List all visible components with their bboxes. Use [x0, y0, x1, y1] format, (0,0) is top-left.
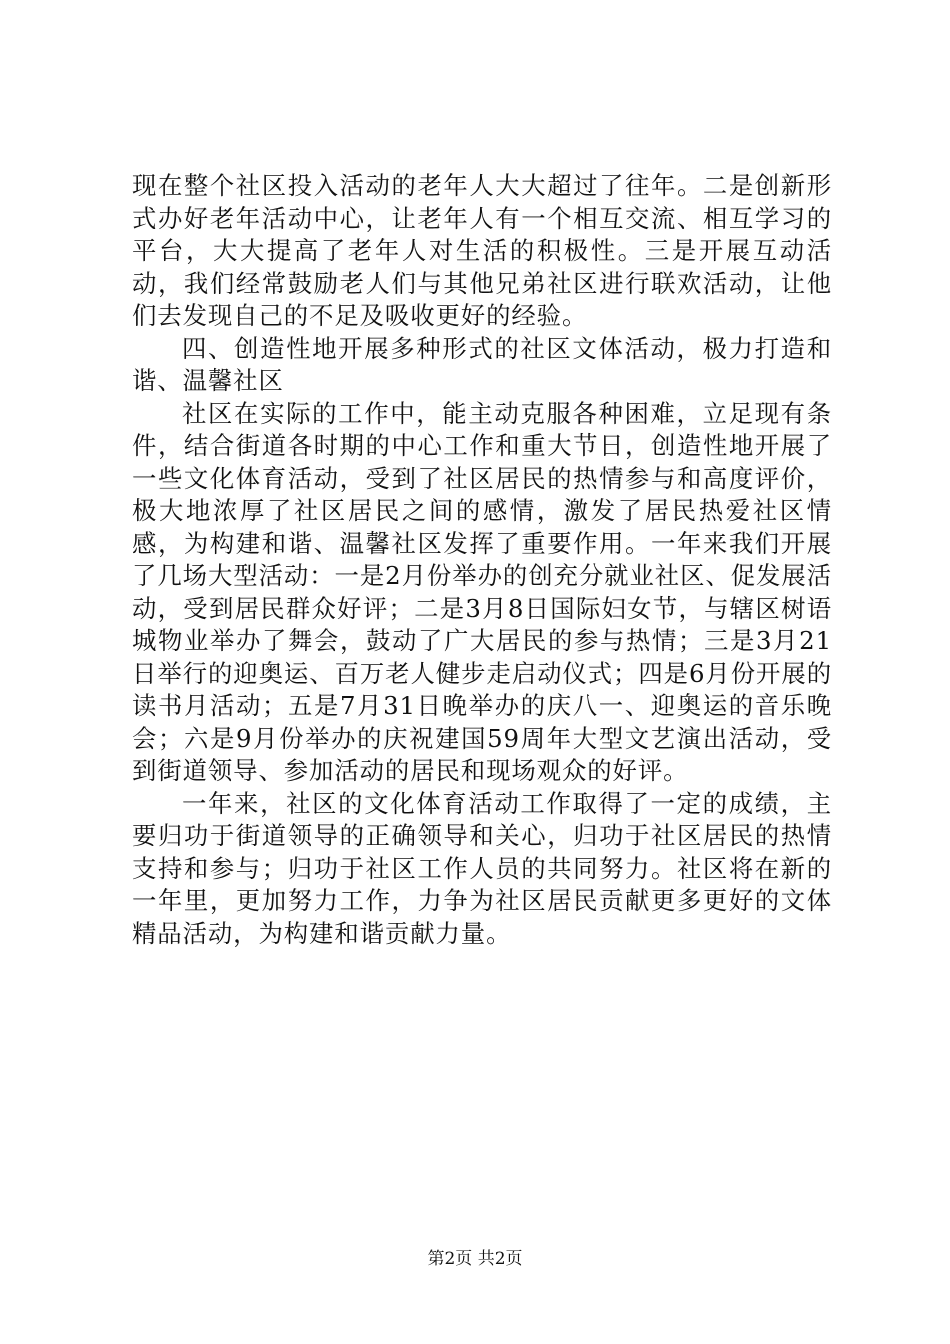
page-footer: 第2页 共2页: [427, 1249, 523, 1269]
document-body: [132, 170, 832, 950]
paragraph-1: 现在整个社区投入活动的老年人大大超过了往年。二是创新形式办好老年活动中心，让老年人有一个相互交流、相互学习的平台，大大提高了老年人对生活的积极性。三是开展互动活动，我们经常鼓励老人们与其他兄弟社区进行联欢活动，让他们去发现自己的不足及吸收更好的经验。: [132, 171, 832, 330]
section-heading-4: 四、创造性地开展多种形式的社区文体活动，极力打造和谐、温馨社区: [132, 333, 832, 395]
paragraph-4: 一年来，社区的文化体育活动工作取得了一定的成绩，主要归功于街道领导的正确领导和关心，归功于社区居民的热情支持和参与；归功于社区工作人员的共同努力。社区将在新的一年里，更加努力工作，力争为社区居民贡献更多更好的文体精品活动，为构建和谐贡献力量。: [132, 788, 832, 948]
paragraph-3: 社区在实际的工作中，能主动克服各种困难，立足现有条件，结合街道各时期的中心工作和重大节日，创造性地开展了一些文化体育活动，受到了社区居民的热情参与和高度评价，极大地浓厚了社区居民之间的感情，激发了居民热爱社区情感，为构建和谐、温馨社区发挥了重要作用。一年来我们开展了几场大型活动：一是2月份举办的创充分就业社区、促发展活动，受到居民群众好评；二是3月8日国际妇女节，与辖区树语城物业举办了舞会，鼓动了广大居民的参与热情；三是3月21日举行的迎奥运、百万老人健步走启动仪式；四是6月份开展的读书月活动；五是7月31日晚举办的庆八一、迎奥运的音乐晚会；六是9月份举办的庆祝建国59周年大型文艺演出活动，受到街道领导、参加活动的居民和现场观众的好评。: [132, 398, 832, 785]
